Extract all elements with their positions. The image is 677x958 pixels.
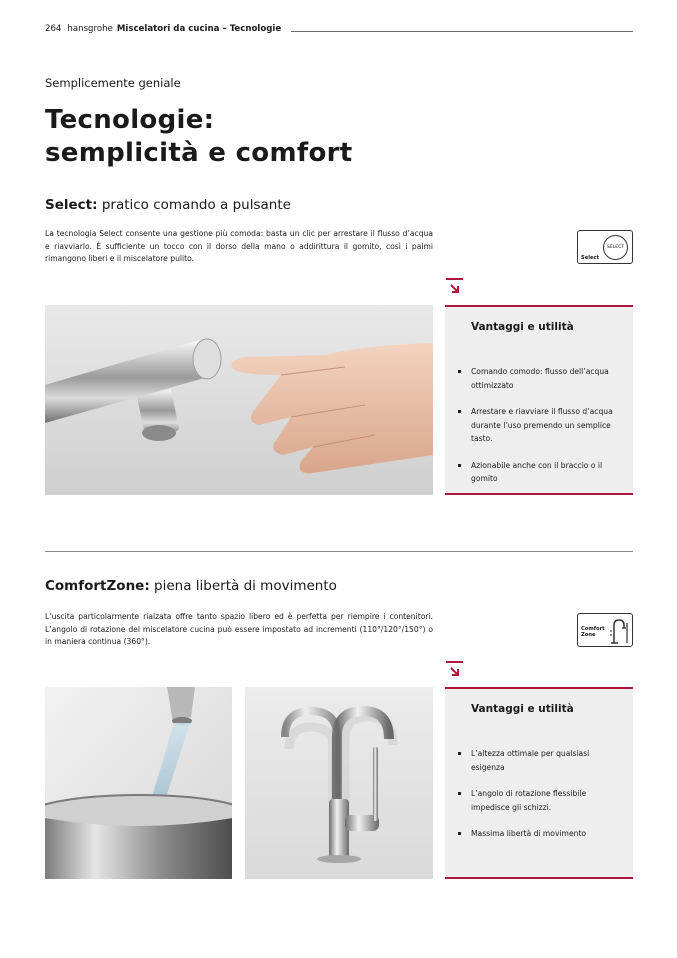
benefit-item: Comando comodo: flusso dell’acqua ottimizzato: [456, 365, 623, 392]
swivel-faucet-illustration: [245, 687, 433, 879]
page-number: 264: [45, 24, 62, 34]
title-line-1: Tecnologie:: [45, 105, 215, 135]
pot-filling-photo: [45, 687, 232, 879]
select-heading: [45, 197, 291, 213]
select-benefits-panel: [445, 305, 633, 495]
select-badge-label: Select: [581, 255, 600, 261]
comfortzone-heading-rest: piena libertà di movimento: [149, 578, 337, 594]
section-title: Miscelatori da cucina – Tecnologie: [116, 24, 282, 34]
select-badge: [577, 230, 633, 264]
page-title: [45, 104, 352, 170]
select-badge-circle-text: SELECT: [606, 245, 625, 250]
brand-name: hansgrohe: [67, 24, 113, 34]
comfortzone-heading-bold: ComfortZone:: [45, 578, 150, 594]
benefit-item: Massima libertà di movimento: [456, 827, 623, 841]
benefit-item: Arrestare e riavviare il flusso d’acqua durante l’uso premendo un semplice tasto.: [456, 405, 623, 446]
select-heading-rest: pratico comando a pulsante: [97, 197, 291, 213]
comfortzone-badge: [577, 613, 633, 647]
pot-water-illustration: [45, 687, 232, 879]
comfortzone-benefits-panel: [445, 687, 633, 879]
kicker-text: Semplicemente geniale: [45, 76, 181, 90]
comfortzone-badge-line2: Zone: [581, 632, 596, 638]
comfortzone-panel-title: Vantaggi e utilità: [471, 703, 574, 715]
benefit-item: L’altezza ottimale per qualsiasi esigenza: [456, 747, 623, 774]
comfortzone-heading: [45, 578, 337, 594]
running-header: [45, 24, 633, 38]
benefit-item: L’angolo di rotazione flessibile impedisce gli schizzi.: [456, 787, 623, 814]
comfortzone-badge-label: [581, 626, 605, 638]
section-divider: [45, 551, 633, 552]
select-heading-bold: Select:: [45, 197, 98, 213]
select-button-icon: [603, 235, 628, 260]
header-rule: [291, 31, 633, 32]
select-body-text: La tecnologia Select consente una gestione più comoda: basta un clic per arrestare il flusso d’acqua e riavviarlo. È sufficiente un tocco con il dorso della mano o addirittura il gomito, così i palmi rimangono liberi e il miscelatore pulito.: [45, 229, 433, 264]
select-photo: [45, 305, 433, 495]
arrow-down-right-icon: [445, 278, 464, 297]
select-panel-title: Vantaggi e utilità: [471, 321, 574, 333]
select-benefits-list: [456, 365, 623, 499]
benefit-item: Azionabile anche con il braccio o il gomito: [456, 459, 623, 486]
title-line-2: semplicità e comfort: [45, 138, 353, 168]
arrow-down-right-icon: [445, 661, 464, 680]
faucet-icon: [608, 617, 630, 645]
comfortzone-benefits-list: [456, 747, 623, 854]
comfortzone-badge-line1: Comfort: [581, 626, 605, 632]
comfortzone-body-text: L’uscita particolarmente rialzata offre tanto spazio libero ed è perfetta per riempire i contenitori. L’angolo di rotazione del miscelatore cucina può essere impostato ad incrementi (110°/120°/150°) o in maniera continua (360°).: [45, 612, 433, 647]
faucet-hand-illustration: [45, 305, 433, 495]
swivel-faucet-photo: [245, 687, 433, 879]
